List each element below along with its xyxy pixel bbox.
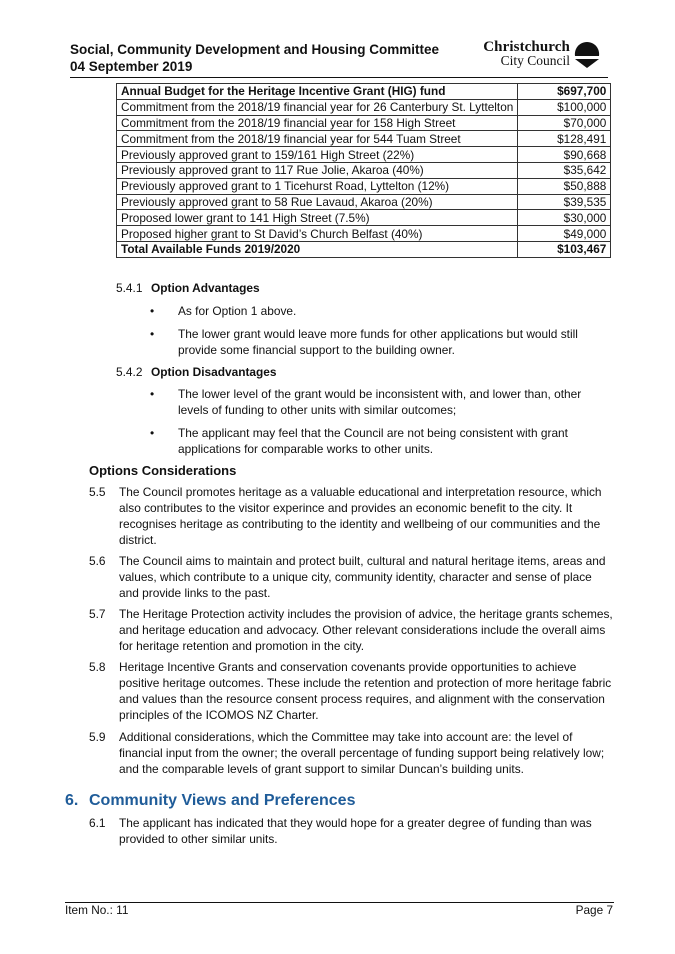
table-row [117, 131, 611, 147]
budget-item-amount: $103,467 [518, 241, 611, 257]
budget-item-description: Total Available Funds 2019/2020 [117, 241, 518, 257]
table-row [117, 210, 611, 226]
budget-item-amount: $90,668 [518, 147, 611, 163]
budget-table [116, 83, 611, 258]
section-number: 6. [65, 792, 79, 809]
budget-item-description: Previously approved grant to 117 Rue Jolie, Akaroa (40%) [117, 162, 518, 178]
paragraph-text: The Heritage Protection activity includes the provision of advice, the heritage grants schemes, and heritage education and advocacy. Other relevant considerations include the overall aims for heritage retention and promotion in the city. [119, 607, 613, 653]
table-row [117, 178, 611, 194]
bullet-text: The lower grant would leave more funds for other applications but would still provide some financial support to the building owner. [178, 327, 578, 357]
budget-item-amount: $30,000 [518, 210, 611, 226]
community-views-heading [65, 791, 355, 811]
budget-item-amount: $70,000 [518, 115, 611, 131]
paragraph-text: The Council promotes heritage as a valuable educational and interpretation resource, which also contributes to the visitor experince and provides an economic benefit to the city. It recognises heritage as contributing to the identity and wellbeing of our communities and the district. [119, 485, 602, 547]
budget-item-amount: $49,000 [518, 226, 611, 242]
council-emblem-icon [572, 41, 602, 69]
paragraph-text: The applicant has indicated that they would hope for a greater degree of funding than was provided to other similar units. [119, 816, 592, 846]
disadvantages-heading [116, 364, 277, 380]
table-row [117, 99, 611, 115]
paragraph-text: Additional considerations, which the Committee may take into account are: the level of financial input from the owner; the overall percentage of funding support being relatively low; and the comparable levels of grant support to similar Duncan’s building units. [119, 730, 605, 776]
document-header [70, 41, 439, 75]
options-considerations-heading: Options Considerations [89, 463, 237, 478]
table-row [117, 241, 611, 257]
council-logo [478, 41, 602, 71]
budget-item-description: Proposed higher grant to St David’s Church Belfast (40%) [117, 226, 518, 242]
bullet-icon: • [150, 304, 155, 318]
budget-item-description: Previously approved grant to 58 Rue Lavaud, Akaroa (20%) [117, 194, 518, 210]
section-title: Community Views and Preferences [89, 792, 356, 809]
budget-item-description: Annual Budget for the Heritage Incentive Grant (HIG) fund [117, 84, 518, 100]
logo-line-1: Christchurch [483, 39, 570, 55]
item-number: Item No.: 11 [65, 903, 129, 917]
budget-item-description: Previously approved grant to 1 Ticehurst Road, Lyttelton (12%) [117, 178, 518, 194]
bullet-icon: • [150, 387, 155, 401]
logo-line-2: City Council [500, 53, 570, 68]
paragraph-number: 5.6 [89, 554, 106, 568]
table-row [117, 147, 611, 163]
budget-item-description: Commitment from the 2018/19 financial year for 26 Canterbury St. Lyttelton [117, 99, 518, 115]
budget-item-amount: $128,491 [518, 131, 611, 147]
meeting-date: 04 September 2019 [70, 59, 193, 74]
paragraph-number: 5.8 [89, 660, 106, 674]
budget-item-description: Previously approved grant to 159/161 High Street (22%) [117, 147, 518, 163]
paragraph-number: 5.5 [89, 485, 106, 499]
footer-divider [65, 902, 614, 903]
budget-item-amount: $50,888 [518, 178, 611, 194]
bullet-icon: • [150, 426, 155, 440]
bullet-text: As for Option 1 above. [178, 304, 297, 318]
paragraph-text: Heritage Incentive Grants and conservation covenants provide opportunities to achieve positive heritage outcomes. These include the retention and protection of more heritage fabric and values than the resource consent process requires, and alignment with the conservation principles of the ICOMOS NZ Charter. [119, 660, 612, 722]
budget-item-amount: $100,000 [518, 99, 611, 115]
table-row [117, 226, 611, 242]
table-row [117, 194, 611, 210]
committee-name: Social, Community Development and Housing Committee [70, 42, 440, 57]
advantages-number: 5.4.1 [116, 281, 143, 295]
table-row [117, 162, 611, 178]
table-row [117, 84, 611, 100]
budget-item-description: Commitment from the 2018/19 financial year for 158 High Street [117, 115, 518, 131]
budget-item-amount: $697,700 [518, 84, 611, 100]
disadvantages-title: Option Disadvantages [151, 365, 277, 379]
advantages-title: Option Advantages [151, 281, 260, 295]
paragraph-number: 6.1 [89, 816, 106, 830]
advantages-heading [116, 280, 260, 296]
bullet-text: The applicant may feel that the Council are not being consistent with grant applications for comparable works to other units. [178, 426, 568, 456]
budget-item-amount: $35,642 [518, 162, 611, 178]
table-row [117, 115, 611, 131]
disadvantages-number: 5.4.2 [116, 365, 143, 379]
paragraph-number: 5.9 [89, 730, 106, 744]
header-divider [70, 77, 608, 78]
paragraph-text: The Council aims to maintain and protect built, cultural and natural heritage items, areas and values, which contribute to a unique city, community identity, character and sense of place and provide links to the past. [119, 554, 606, 600]
budget-item-description: Proposed lower grant to 141 High Street (7.5%) [117, 210, 518, 226]
budget-item-amount: $39,535 [518, 194, 611, 210]
bullet-text: The lower level of the grant would be inconsistent with, and lower than, other levels of funding to other units with similar outcomes; [178, 387, 582, 417]
bullet-icon: • [150, 327, 155, 341]
budget-item-description: Commitment from the 2018/19 financial year for 544 Tuam Street [117, 131, 518, 147]
paragraph-number: 5.7 [89, 607, 106, 621]
page-number: Page 7 [575, 903, 613, 917]
